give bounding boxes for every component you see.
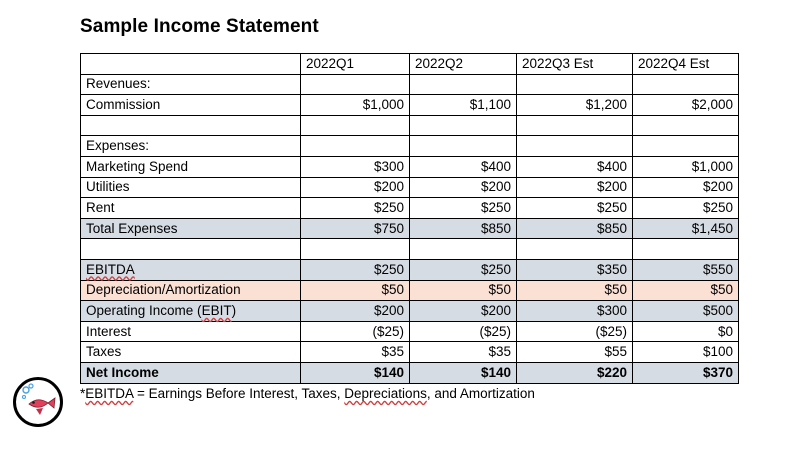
row-label: Depreciation/Amortization [81,280,301,301]
cell-value: $200 [301,301,410,322]
cell-value: $550 [633,259,739,280]
cell-value: $50 [301,280,410,301]
row-marketing-spend [81,156,739,177]
cell-value: $0 [633,321,739,342]
fish-eye [32,401,35,404]
cell-value [410,74,517,95]
row-expenses [81,136,739,157]
cell-value: $200 [410,301,517,322]
footnote [80,386,535,401]
cell-value: $250 [633,198,739,219]
cell-value: $750 [301,218,410,239]
row-label: Revenues: [81,74,301,95]
cell-value [410,136,517,157]
cell-value [517,74,633,95]
row-label-suffix: ) [231,302,237,318]
footnote-acronym: EBITDA [85,386,134,401]
header-cell-2022q2: 2022Q2 [410,54,517,75]
row-label: Utilities [81,177,301,198]
row-label: Rent [81,198,301,219]
cell-value: $140 [301,362,410,383]
cell-value: $250 [301,259,410,280]
footnote-marker: * [80,386,86,401]
header-cell-2022q1: 2022Q1 [301,54,410,75]
row-rent [81,198,739,219]
cell-value: $370 [633,362,739,383]
cell-value: $250 [301,198,410,219]
row-commission [81,95,739,116]
cell-value: $300 [517,301,633,322]
row-label-acronym: EBITDA [86,261,135,277]
row-label [81,301,301,322]
cell-value [633,239,739,260]
cell-value: $400 [410,156,517,177]
cell-value: $1,100 [410,95,517,116]
row-label [81,115,301,136]
row-label: Commission [81,95,301,116]
row-label: Total Expenses [81,218,301,239]
header-cell-2022q4-est: 2022Q4 Est [633,54,739,75]
row-label [81,239,301,260]
cell-value: $35 [301,342,410,363]
cell-value: $55 [517,342,633,363]
row-blank [81,239,739,260]
row-interest [81,321,739,342]
cell-value: $250 [517,198,633,219]
row-label: Net Income [81,362,301,383]
row-total-expenses [81,218,739,239]
cell-value: $1,000 [633,156,739,177]
header-cell-2022q3-est: 2022Q3 Est [517,54,633,75]
cell-value: ($25) [301,321,410,342]
row-utilities [81,177,739,198]
cell-value: $200 [517,177,633,198]
row-label-prefix: Operating Income ( [86,302,202,318]
cell-value [633,74,739,95]
cell-value: $200 [301,177,410,198]
row-net-income [81,362,739,383]
cell-value: $200 [410,177,517,198]
income-statement-table [80,53,739,384]
row-label [81,259,301,280]
logo-graphic [12,376,64,428]
cell-value [517,115,633,136]
cell-value: $50 [633,280,739,301]
row-taxes [81,342,739,363]
footnote-misspelled-word: Depreciations [344,386,427,401]
row-revenues [81,74,739,95]
cell-value: $100 [633,342,739,363]
cell-value: $50 [410,280,517,301]
row-label: Expenses: [81,136,301,157]
cell-value [301,239,410,260]
header-cell-blank [81,54,301,75]
cell-value: $50 [517,280,633,301]
cell-value: $400 [517,156,633,177]
cell-value: $1,200 [517,95,633,116]
cell-value: $200 [633,177,739,198]
cell-value: $850 [410,218,517,239]
row-label: Marketing Spend [81,156,301,177]
cell-value [410,239,517,260]
cell-value [633,136,739,157]
row-label: Taxes [81,342,301,363]
row-depreciation-amortization [81,280,739,301]
page-title: Sample Income Statement [80,16,319,37]
cell-value: $1,450 [633,218,739,239]
row-label: Interest [81,321,301,342]
cell-value [633,115,739,136]
cell-value: $220 [517,362,633,383]
cell-value: $250 [410,198,517,219]
cell-value: ($25) [517,321,633,342]
row-operating-income [81,301,739,322]
cell-value [410,115,517,136]
cell-value [517,136,633,157]
cell-value [301,136,410,157]
cell-value: $300 [301,156,410,177]
footnote-text: = Earnings Before Interest, Taxes, [133,386,345,401]
cell-value: $1,000 [301,95,410,116]
cell-value [517,239,633,260]
cell-value: $250 [410,259,517,280]
cell-value [301,115,410,136]
table-header-row [81,54,739,75]
cell-value [301,74,410,95]
row-ebitda [81,259,739,280]
cell-value: $500 [633,301,739,322]
cell-value: $350 [517,259,633,280]
cell-value: $140 [410,362,517,383]
cell-value: $2,000 [633,95,739,116]
row-label-acronym: EBIT [201,302,232,318]
fish-bubbles-icon [12,376,64,428]
footnote-text-end: , and Amortization [426,386,535,401]
cell-value: $850 [517,218,633,239]
row-blank [81,115,739,136]
cell-value: $35 [410,342,517,363]
cell-value: ($25) [410,321,517,342]
